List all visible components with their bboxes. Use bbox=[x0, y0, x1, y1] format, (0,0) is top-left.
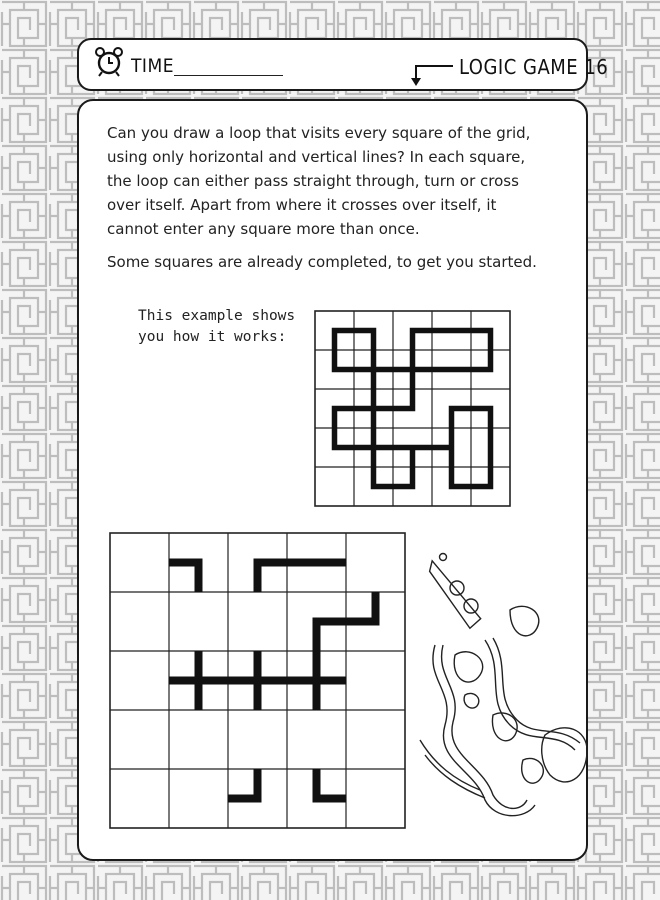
given-piece bbox=[228, 769, 258, 799]
time-label: TIME bbox=[131, 55, 175, 77]
given-piece bbox=[317, 769, 347, 799]
example-solution-loop bbox=[335, 331, 491, 487]
alarm-clock-icon bbox=[94, 46, 124, 78]
given-piece bbox=[287, 651, 346, 710]
given-piece bbox=[169, 563, 199, 593]
arrow-down-icon bbox=[408, 62, 454, 88]
puzzle-grid[interactable] bbox=[109, 532, 407, 830]
given-piece bbox=[169, 651, 228, 710]
example-label: This example shows you how it works: bbox=[138, 308, 296, 345]
rocket-illustration bbox=[415, 550, 590, 830]
hint-paragraph: Some squares are already completed, to get you started. bbox=[107, 253, 537, 271]
given-piece bbox=[258, 563, 288, 593]
example-grid bbox=[314, 310, 512, 508]
instructions-paragraph: Can you draw a loop that visits every square of the grid, using only horizontal and vertical lines? In each square, the loop can either pass straight through, turn or cross over itself. Apart from where it crosses over itself, it cannot enter any square more than once. bbox=[107, 124, 531, 238]
given-piece bbox=[317, 622, 347, 652]
given-piece bbox=[228, 651, 287, 710]
game-title: LOGIC GAME 16 bbox=[459, 55, 609, 79]
given-piece bbox=[346, 592, 376, 622]
time-entry-line[interactable] bbox=[174, 75, 283, 76]
